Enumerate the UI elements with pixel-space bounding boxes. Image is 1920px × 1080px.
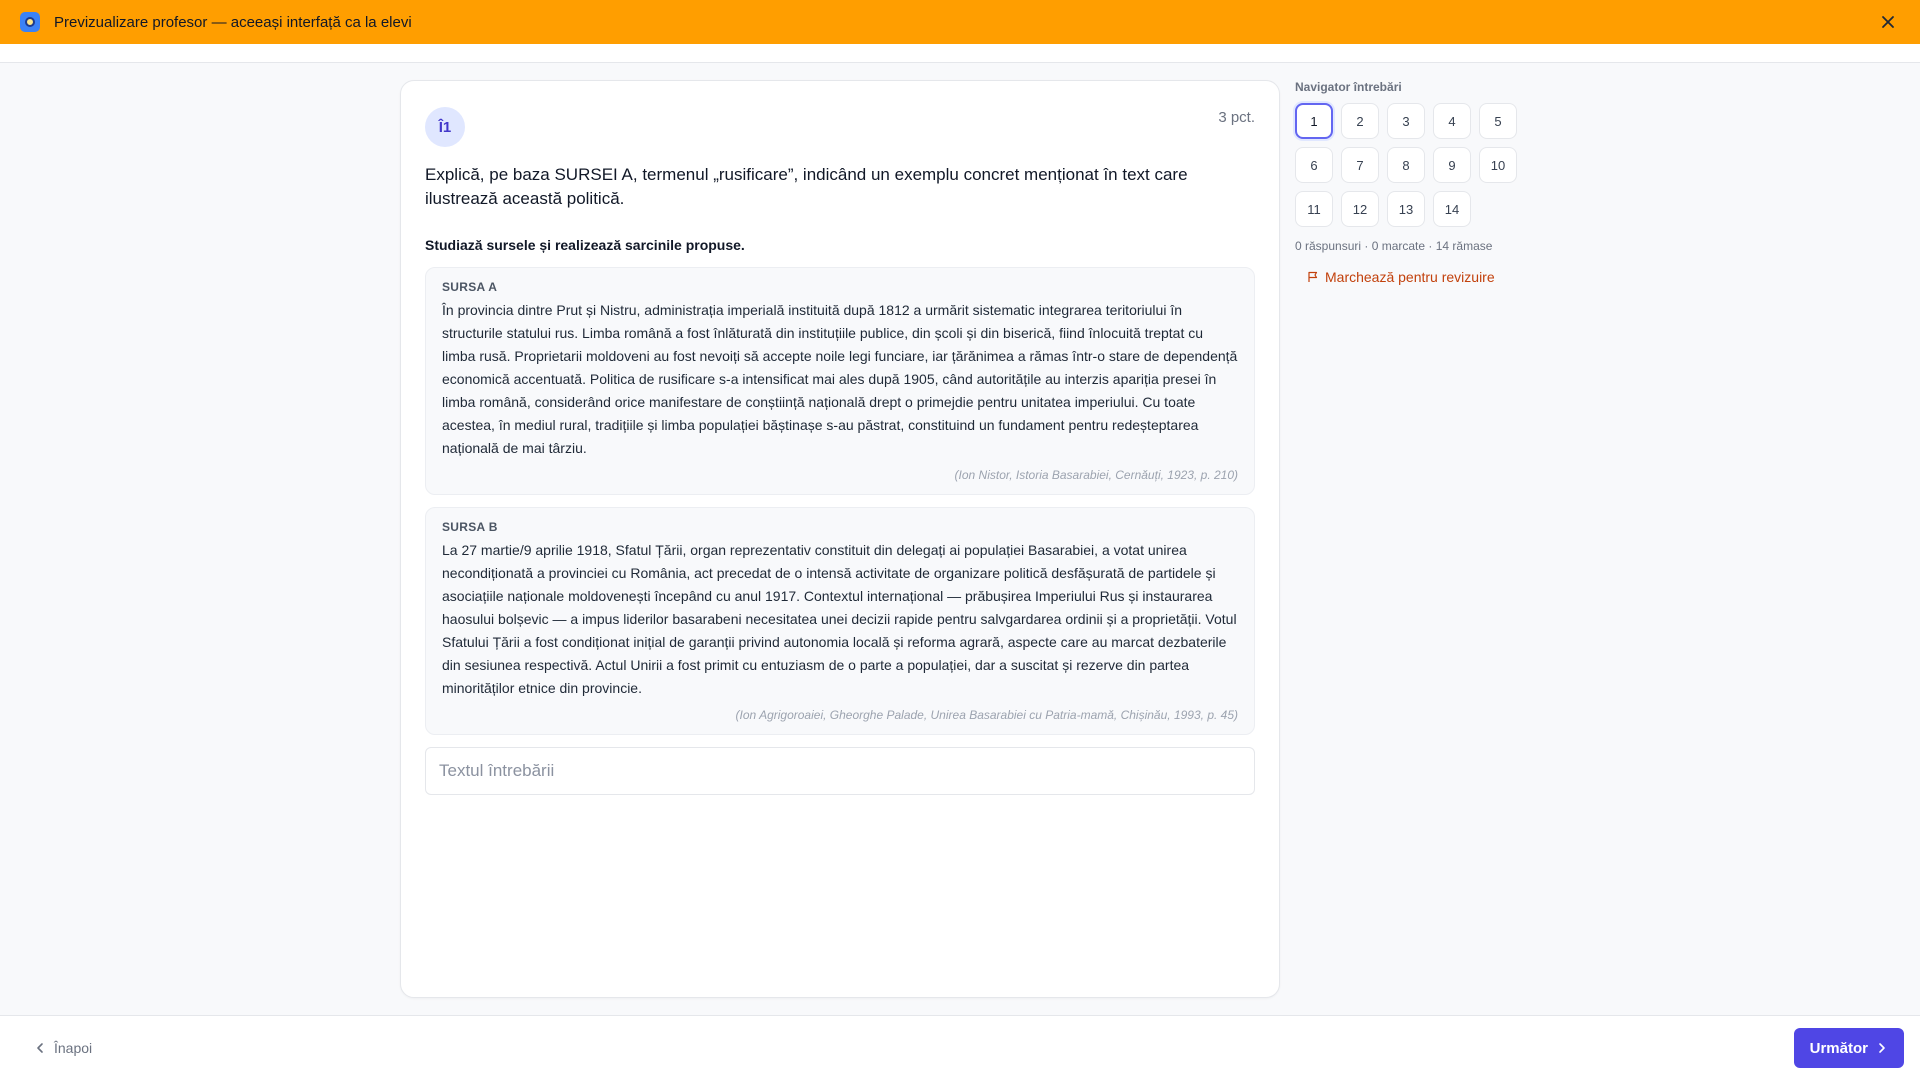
- question-navigator: [1295, 80, 1555, 285]
- navigator-summary: 0 răspunsuri · 0 marcate · 14 rămase: [1295, 239, 1493, 253]
- source-label: SURSA B: [442, 520, 498, 534]
- nav-question-4[interactable]: 4: [1433, 103, 1471, 139]
- nav-question-14[interactable]: 14: [1433, 191, 1471, 227]
- nav-question-1[interactable]: 1: [1295, 103, 1333, 139]
- chevron-right-icon: [1876, 1042, 1888, 1054]
- app-header: [0, 44, 1920, 63]
- nav-question-9[interactable]: 9: [1433, 147, 1471, 183]
- next-label: Următor: [1809, 1039, 1868, 1057]
- navigator-title: Navigator întrebări: [1295, 80, 1402, 94]
- nav-question-6[interactable]: 6: [1295, 147, 1333, 183]
- flag-icon: [1307, 271, 1319, 283]
- source-citation: (Ion Nistor, Istoria Basarabiei, Cernăuți, 1923, p. 210): [954, 468, 1238, 482]
- source-a: [425, 267, 1255, 495]
- nav-question-3[interactable]: 3: [1387, 103, 1425, 139]
- footer-bar: [0, 1015, 1920, 1080]
- preview-banner: [0, 0, 1920, 44]
- close-icon: [1880, 14, 1896, 30]
- mark-for-review-label: Marchează pentru revizuire: [1325, 269, 1495, 285]
- chevron-left-icon: [34, 1042, 46, 1054]
- nav-question-5[interactable]: 5: [1479, 103, 1517, 139]
- nav-question-2[interactable]: 2: [1341, 103, 1379, 139]
- source-b: [425, 507, 1255, 735]
- nav-question-13[interactable]: 13: [1387, 191, 1425, 227]
- back-label: Înapoi: [54, 1040, 93, 1056]
- question-instruction: Studiază sursele și realizează sarcinile propuse.: [425, 237, 745, 253]
- nav-question-8[interactable]: 8: [1387, 147, 1425, 183]
- source-citation: (Ion Agrigoroaiei, Gheorghe Palade, Unirea Basarabiei cu Patria-mamă, Chișinău, 1993, p. 45): [735, 708, 1238, 722]
- source-label: SURSA A: [442, 280, 498, 294]
- nav-question-10[interactable]: 10: [1479, 147, 1517, 183]
- back-button[interactable]: [34, 1040, 92, 1056]
- navigator-grid: [1295, 103, 1555, 227]
- nav-question-11[interactable]: 11: [1295, 191, 1333, 227]
- question-number-badge: Î1: [425, 107, 465, 147]
- banner-text: Previzualizare profesor — aceeași interfață ca la elevi: [54, 13, 412, 31]
- close-banner-button[interactable]: [1876, 10, 1900, 34]
- preview-eye-icon: [20, 12, 40, 32]
- question-card: [400, 80, 1280, 998]
- question-points: 3 pct.: [1218, 109, 1255, 126]
- nav-question-12[interactable]: 12: [1341, 191, 1379, 227]
- source-body: La 27 martie/9 aprilie 1918, Sfatul Țării, organ reprezentativ constituit din delegați ai populației Basarabiei, a votat unirea necondiționată a provinciei cu România, act precedat de o intensă activitate de organizare politică desfășurată de partidele și asociațiile naționale moldovenești începând cu anul 1917. Contextul internațional — prăbușirea Imperiului Rus și instaurarea haosului bolșevic — a impus liderilor basarabeni necesitatea unei decizii rapide pentru salvgardarea ordinii și a proprietății. Votul Sfatului Țării a fost condiționat inițial de garanții privind autonomia locală și reforma agrară, aspecte care au marcat dezbaterile din sesiunea respectivă. Actul Unirii a fost primit cu entuziasm de o parte a populației, dar a suscitat și rezerve din partea minorităților etnice din provincie.: [442, 542, 1237, 696]
- nav-question-7[interactable]: 7: [1341, 147, 1379, 183]
- next-button[interactable]: [1794, 1028, 1904, 1068]
- mark-for-review-button[interactable]: [1307, 269, 1555, 285]
- source-body: În provincia dintre Prut și Nistru, administrația imperială instituită după 1812 a urmărit sistematic integrarea teritoriului în structurile statului rus. Limba română a fost înlăturată din instituțiile publice, din școli și din biserică, fiind înlocuită treptat cu limba rusă. Proprietarii moldoveni au fost nevoiți să accepte noile legi funciare, iar țărănimea a rămas într-o stare de dependență economică accentuată. Politica de rusificare s-a intensificat mai ales după 1905, când autoritățile au interzis apariția presei în limba română, considerând orice manifestare de conștiință națională drept o primejdie pentru unitatea imperiului. Cu toate acestea, în mediul rural, tradițiile și limba populației băștinașe s-au păstrat, constituind un fundament pentru redeșteptarea națională de mai târziu.: [442, 302, 1238, 456]
- question-text: Explică, pe baza SURSEI A, termenul „rusificare”, indicând un exemplu concret menționat în text care ilustrează această politică.: [425, 165, 1188, 208]
- answer-input[interactable]: [425, 747, 1255, 795]
